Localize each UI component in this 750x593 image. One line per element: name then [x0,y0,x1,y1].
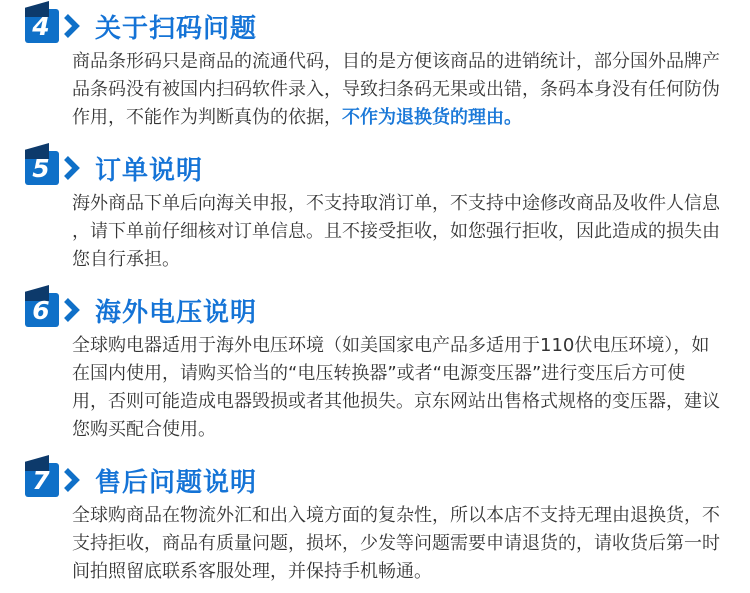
section-title: 订单说明 [95,155,204,186]
section-paragraph [72,48,725,132]
section-title: 关于扫码问题 [95,13,258,44]
paragraph-line: 全球购电器适用于海外电压环境（如美国家电产品多适用于110伏电压环境），如 [72,335,710,356]
section-paragraph [72,502,725,586]
section-number-badge [25,463,59,497]
section-header [0,4,750,48]
badge-number: 5 [32,153,50,183]
paragraph-line: 商品条形码只是商品的流通代码，目的是方便该商品的进销统计，部分国外品牌产 [72,51,720,72]
paragraph-line [72,104,725,132]
section-paragraph [72,332,725,444]
paragraph-line: 支持拒收，商品有质量问题，损坏，少发等问题需要申请退货的，请收货后第一时 [72,533,720,554]
paragraph-line: 全球购商品在物流外汇和出入境方面的复杂性，所以本店不支持无理由退换货，不 [72,505,720,526]
paragraph-line: 品条码没有被国内扫码软件录入，导致扫条码无果或出错，条码本身没有任何防伪 [72,79,720,100]
badge-number: 6 [32,295,50,325]
section-after-sales-info [0,458,750,586]
badge-number: 4 [32,11,50,41]
section-voltage-info [0,288,750,444]
section-header [0,288,750,332]
section-header [0,458,750,502]
section-paragraph [72,190,725,274]
chevron-right-icon [62,465,82,495]
section-order-info [0,146,750,274]
paragraph-text: 作用，不能作为判断真伪的依据， [72,107,342,128]
highlight-text: 不作为退换货的理由。 [342,107,522,128]
section-number-badge [25,293,59,327]
section-title: 海外电压说明 [95,297,258,328]
chevron-right-icon [62,153,82,183]
section-number-badge [25,151,59,185]
section-title: 售后问题说明 [95,467,258,498]
paragraph-line: ，请下单前仔细核对订单信息。且不接受拒收，如您强行拒收，因此造成的损失由 [72,221,720,242]
paragraph-line: 间拍照留底联系客服处理，并保持手机畅通。 [72,561,432,582]
section-header [0,146,750,190]
chevron-right-icon [62,295,82,325]
paragraph-line: 您购买配合使用。 [72,419,216,440]
paragraph-line: 用，否则可能造成电器毁损或者其他损失。京东网站出售格式规格的变压器，建议 [72,391,720,412]
paragraph-line: 您自行承担。 [72,249,180,270]
section-number-badge [25,9,59,43]
section-scan-code [0,4,750,132]
paragraph-line: 在国内使用，请购买恰当的“电压转换器”或者“电源变压器”进行变压后方可使 [72,363,686,384]
paragraph-line: 海外商品下单后向海关申报，不支持取消订单，不支持中途修改商品及收件人信息 [72,193,720,214]
chevron-right-icon [62,11,82,41]
badge-number: 7 [32,465,50,495]
